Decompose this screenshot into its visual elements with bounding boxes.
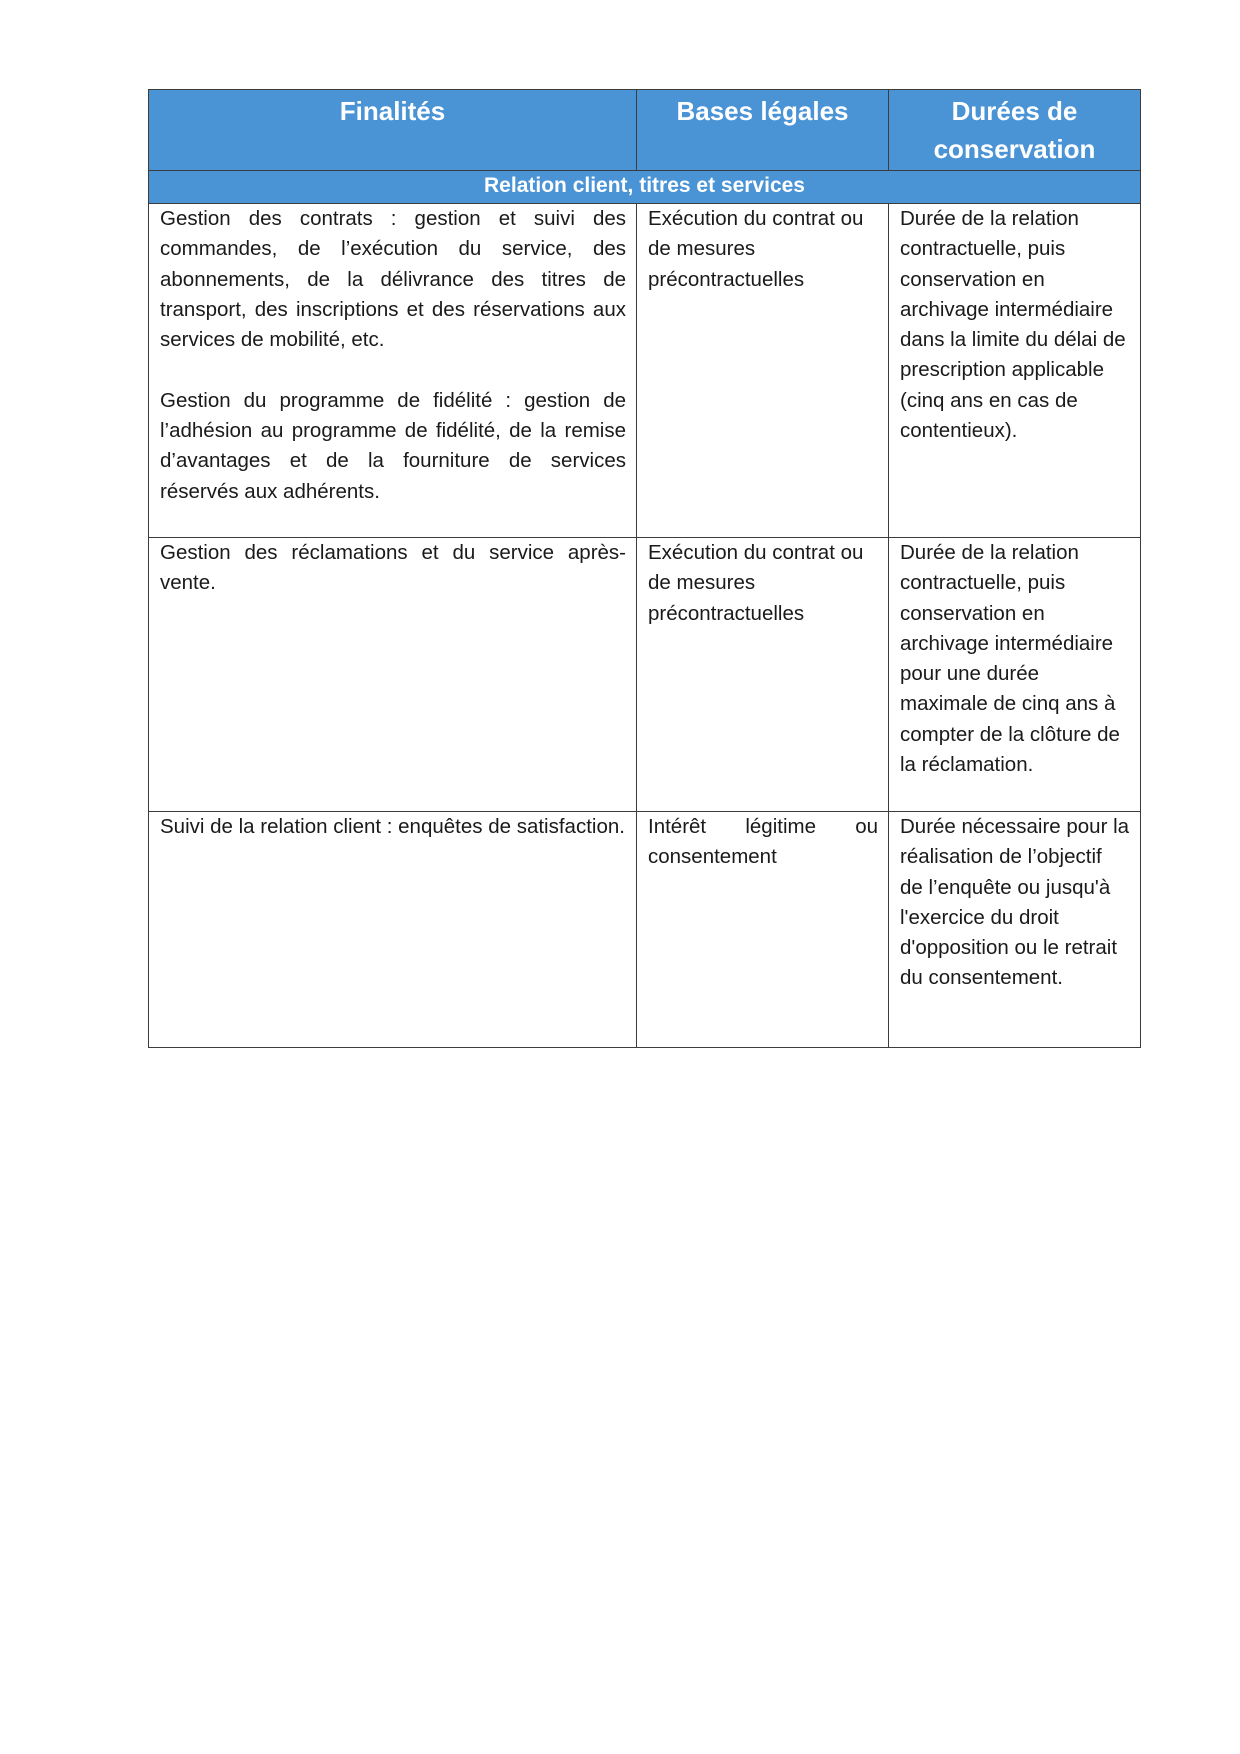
table-header-row (149, 90, 1141, 171)
base-legale-cell: Intérêt légitime ou consentement (637, 812, 889, 1048)
duree-cell: Durée nécessaire pour la réalisation de l’objectif de l’enquête ou jusqu'à l'exercice du droit d'opposition ou le retrait du consentement. (889, 812, 1141, 1048)
finalite-paragraph: Suivi de la relation client : enquêtes de satisfaction. (160, 815, 625, 838)
base-legale-cell: Exécution du contrat ou de mesures précontractuelles (637, 204, 889, 538)
finalite-paragraph: Gestion des contrats : gestion et suivi des commandes, de l’exécution du service, des abonnements, de la délivrance des titres de transport, des inscriptions et des réservations aux services de mobilité, etc. (160, 207, 626, 352)
duree-cell: Durée de la relation contractuelle, puis conservation en archivage intermédiaire pour une durée maximale de cinq ans à compter de la clôture de la réclamation. (889, 538, 1141, 812)
finalites-cell (149, 538, 637, 812)
finalite-paragraph: Gestion du programme de fidélité : gestion de l’adhésion au programme de fidélité, de la remise d’avantages et de la fourniture de services réservés aux adhérents. (160, 388, 626, 503)
header-bases-legales: Bases légales (637, 90, 889, 171)
finalites-cell (149, 812, 637, 1048)
data-processing-table (148, 89, 1141, 1048)
table-row (149, 812, 1141, 1048)
section-title: Relation client, titres et services (149, 171, 1141, 204)
duree-cell: Durée de la relation contractuelle, puis conservation en archivage intermédiaire dans la limite du délai de prescription applicable (cinq ans en cas de contentieux). (889, 204, 1141, 538)
table-row (149, 538, 1141, 812)
section-header-row (149, 171, 1141, 204)
table-row (149, 204, 1141, 538)
header-durees-conservation: Durées de conservation (889, 90, 1141, 171)
finalites-cell (149, 204, 637, 538)
header-finalites: Finalités (149, 90, 637, 171)
finalite-paragraph: Gestion des réclamations et du service après-vente. (160, 541, 626, 595)
base-legale-cell: Exécution du contrat ou de mesures précontractuelles (637, 538, 889, 812)
